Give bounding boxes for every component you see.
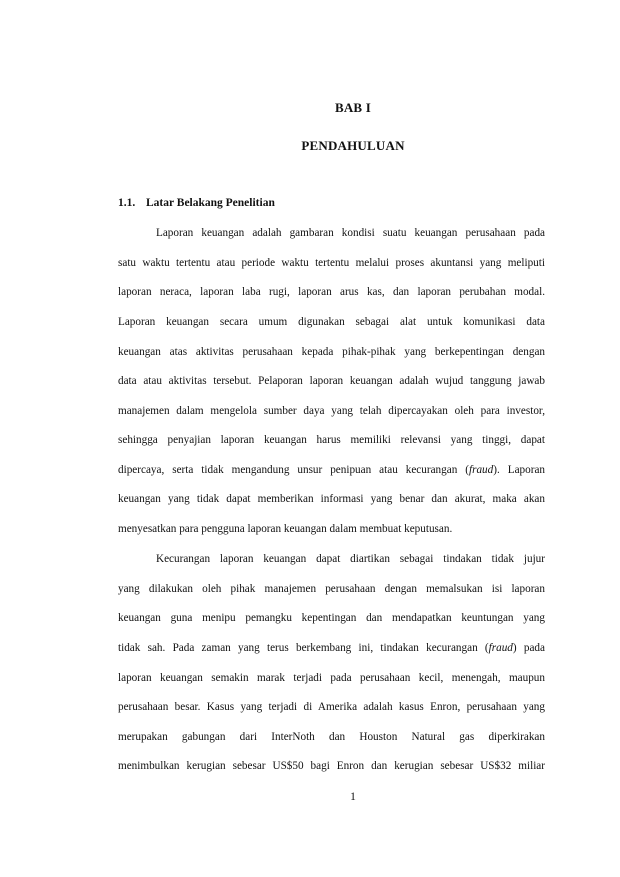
text-line: keuangan yang tidak dapat memberikan informasi yang benar dan akurat, maka akan <box>118 493 545 505</box>
text-line: laporan keuangan semakin marak terjadi pada perusahaan kecil, menengah, maupun <box>118 672 545 684</box>
italic-term: fraud <box>469 464 494 476</box>
text-line: manajemen dalam mengelola sumber daya yang telah dipercayakan oleh para investor, <box>118 405 545 417</box>
page-number: 1 <box>350 791 356 803</box>
text-line: menimbulkan kerugian sebesar US$50 bagi Enron dan kerugian sebesar US$32 miliar <box>118 760 545 772</box>
text-segment: ). Laporan <box>493 464 546 476</box>
text-line: merupakan gabungan dari InterNoth dan Houston Natural gas diperkirakan <box>118 731 545 743</box>
text-line: Laporan keuangan secara umum digunakan sebagai alat untuk komunikasi data <box>118 316 545 328</box>
text-line: Laporan keuangan adalah gambaran kondisi suatu keuangan perusahaan pada <box>156 227 545 239</box>
text-line-mixed <box>118 463 545 477</box>
chapter-title: PENDAHULUAN <box>301 138 405 153</box>
text-segment: ) pada <box>512 642 545 654</box>
section-number: 1.1. <box>118 197 136 209</box>
section-title: Latar Belakang Penelitian <box>146 197 275 209</box>
text-line: Kecurangan laporan keuangan dapat diartikan sebagai tindakan tidak jujur <box>156 553 545 565</box>
text-segment: tidak sah. Pada zaman yang terus berkembang ini, tindakan kecurangan ( <box>118 642 489 654</box>
italic-term: fraud <box>488 642 513 654</box>
text-line: laporan neraca, laporan laba rugi, laporan arus kas, dan laporan perubahan modal. <box>118 286 545 298</box>
chapter-label: BAB I <box>334 100 372 115</box>
text-line-mixed <box>118 641 545 655</box>
text-line: perusahaan besar. Kasus yang terjadi di Amerika adalah kasus Enron, perusahaan yang <box>118 701 545 713</box>
text-line: keuangan atas aktivitas perusahaan kepada pihak-pihak yang berkepentingan dengan <box>118 346 545 358</box>
text-line: yang dilakukan oleh pihak manajemen perusahaan dengan memalsukan isi laporan <box>118 583 545 595</box>
text-line: sehingga penyajian laporan keuangan harus memiliki relevansi yang tinggi, dapat <box>118 434 545 446</box>
text-line: satu waktu tertentu atau periode waktu tertentu melalui proses akuntansi yang meliputi <box>118 257 545 269</box>
section-heading <box>118 197 275 209</box>
text-line: keuangan guna menipu pemangku kepentingan dan mendapatkan keuntungan yang <box>118 612 545 624</box>
text-line: data atau aktivitas tersebut. Pelaporan laporan keuangan adalah wujud tanggung jawab <box>118 375 545 387</box>
text-line: menyesatkan para pengguna laporan keuangan dalam membuat keputusan. <box>118 523 453 535</box>
text-segment: dipercaya, serta tidak mengandung unsur penipuan atau kecurangan ( <box>118 464 469 476</box>
